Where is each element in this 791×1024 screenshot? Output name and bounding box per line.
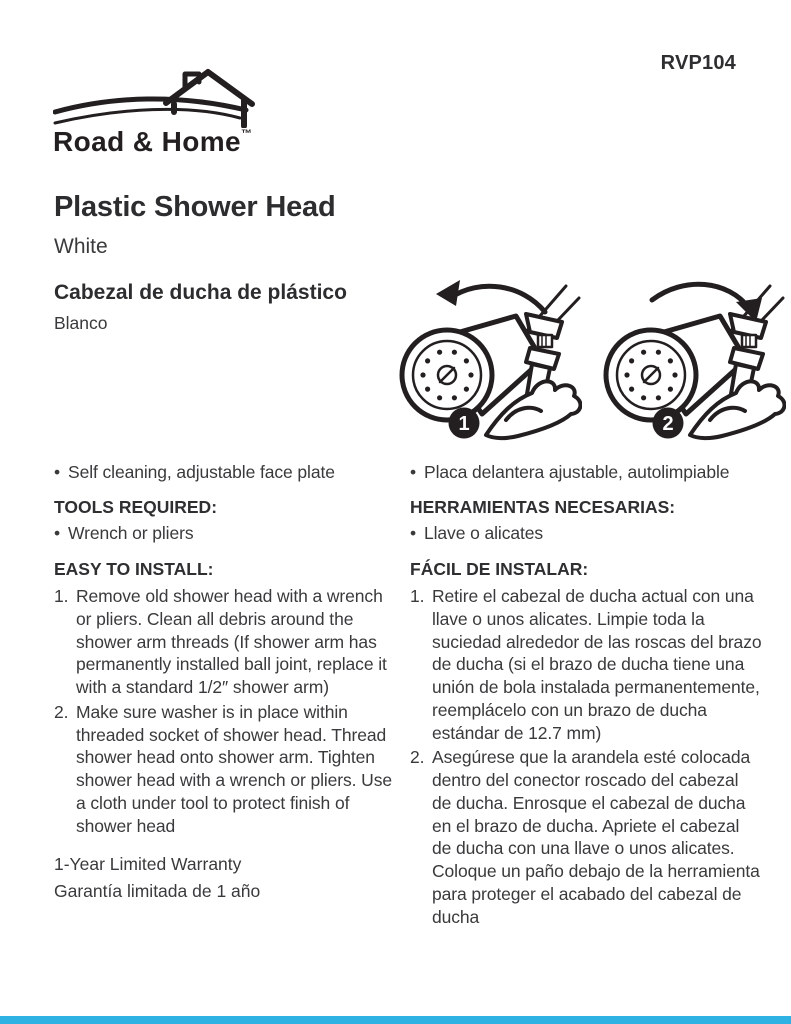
brand-wordmark — [53, 126, 268, 158]
warranty-en: 1-Year Limited Warranty — [54, 854, 242, 874]
step-number: 2. — [54, 701, 69, 722]
warranty-block — [54, 851, 260, 905]
tools-heading-en: TOOLS REQUIRED: — [54, 496, 218, 517]
install-heading-es: FÁCIL DE INSTALAR: — [410, 559, 589, 580]
step-number-badge — [449, 408, 480, 439]
step-number-badge — [653, 408, 684, 439]
install-heading-en: EASY TO INSTALL: — [54, 559, 214, 580]
step-number: 2. — [410, 747, 425, 768]
road-swoosh-icon — [55, 99, 246, 123]
install-step-es-1 — [410, 585, 762, 744]
figure-step-2 — [596, 272, 786, 447]
product-title-es: Cabezal de ducha de plástico — [54, 281, 347, 304]
rotate-ccw-arrow-icon — [436, 280, 545, 312]
feature-bullet-es: • Placa delantera ajustable, autolimpiable — [410, 461, 762, 484]
product-variant-es: Blanco — [54, 313, 108, 333]
brand-name: Road & Home — [53, 126, 241, 157]
step-text: Remove old shower head with a wrench or pliers. Clean all debris around the shower arm threads (If shower arm has permanently installed ball joint, replace it with a standard 1/2″ shower arm) — [76, 586, 387, 697]
step-number-label: 2 — [662, 413, 674, 435]
road-and-home-logo-art — [53, 66, 268, 128]
product-variant-en: White — [54, 235, 108, 258]
install-step-en-1 — [54, 585, 402, 699]
tool-item-en: • Wrench or pliers — [54, 522, 402, 545]
install-step-es-2 — [410, 746, 762, 928]
warranty-es: Garantía limitada de 1 año — [54, 881, 261, 902]
footer-accent-bar — [0, 1016, 791, 1024]
step-number-label: 1 — [458, 413, 470, 435]
step-number: 1. — [54, 586, 69, 606]
step-text: Make sure washer is in place within threaded socket of shower head. Thread shower head onto shower arm. Tighten shower head with a wrench or pliers. Use a cloth under tool to protect finish of shower head — [76, 701, 393, 836]
figure-step-1 — [392, 272, 582, 447]
trademark-symbol: ™ — [240, 128, 253, 140]
brand-logo — [53, 66, 268, 158]
model-number: RVP104 — [660, 52, 736, 74]
column-english — [54, 461, 402, 839]
tools-heading-es: HERRAMIENTAS NECESARIAS: — [410, 496, 676, 517]
install-step-en-2 — [54, 701, 402, 838]
column-spanish — [410, 461, 762, 930]
step-text: Asegúrese que la arandela esté colocada dentro del conector roscado del cabezal de ducha. Enrosque el cabezal de ducha en el brazo de ducha. Apriete el cabezal de ducha con una llave o unos alicates. Coloque un paño debajo de la herramienta para proteger el acabado del cabezal de ducha — [432, 747, 760, 927]
step-number: 1. — [410, 586, 425, 606]
product-title-en: Plastic Shower Head — [54, 191, 336, 223]
showerhead-wrench-illustration — [402, 286, 580, 438]
step-text: Retire el cabezal de ducha actual con una llave o unos alicates. Limpie toda la suciedad alrededor de las roscas del brazo de ducha (si el brazo de ducha tiene una unión de bola instalada permanentemente, reemplácelo con un brazo de ducha estándar de 12.7 mm) — [432, 586, 762, 743]
tool-item-es: • Llave o alicates — [410, 522, 762, 545]
feature-bullet-en: • Self cleaning, adjustable face plate — [54, 461, 402, 484]
